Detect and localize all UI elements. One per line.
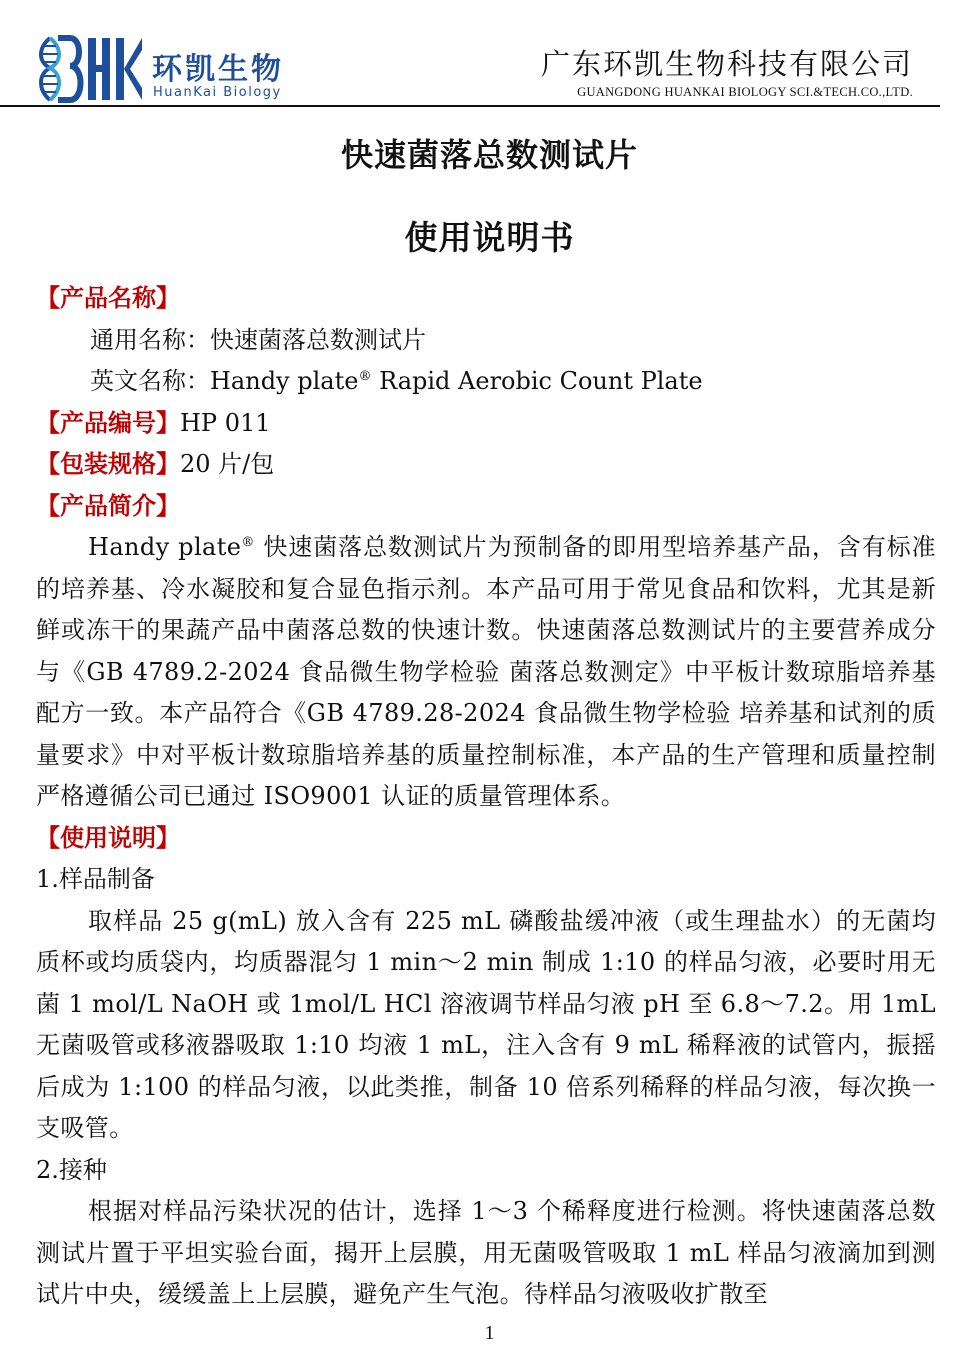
document-body — [36, 278, 936, 1316]
section-intro — [36, 486, 936, 528]
registered-mark: ® — [241, 535, 255, 550]
intro-text-a: Handy plate — [88, 533, 242, 561]
page-header — [0, 0, 979, 106]
intro-paragraph — [36, 527, 936, 818]
section-usage — [36, 818, 936, 860]
registered-mark: ® — [358, 369, 372, 384]
section-package — [36, 444, 936, 486]
generic-name-row — [36, 320, 936, 362]
generic-name-label: 通用名称： — [90, 325, 210, 354]
package-value: 20 片/包 — [180, 450, 275, 478]
company-english-name: GUANGDONG HUANKAI BIOLOGY SCI.&TECH.CO.,LTD. — [577, 85, 913, 99]
section-heading: 【产品名称】 — [36, 284, 180, 312]
section-heading: 【产品编号】 — [36, 408, 180, 437]
english-name-label: 英文名称： — [90, 367, 210, 395]
step1-title: 1.样品制备 — [36, 865, 155, 893]
section-heading: 【包装规格】 — [36, 450, 180, 478]
step2-title: 2.接种 — [36, 1155, 107, 1184]
document-subtitle: 使用说明书 — [404, 218, 575, 257]
english-name-row — [36, 361, 936, 403]
bhk-logo-icon — [36, 32, 146, 104]
generic-name-value: 快速菌落总数测试片 — [210, 325, 426, 354]
company-chinese-name: 广东环凯生物科技有限公司 — [540, 47, 913, 81]
logo-english-name: HuanKai Biology — [153, 85, 282, 100]
section-product-name — [36, 278, 936, 320]
page-number: 1 — [484, 1322, 495, 1344]
intro-text-b: 快速菌落总数测试片为预制备的即用型培养基产品，含有标准的培养基、冷水凝胶和复合显色指示剂。本产品可用于常见食品和饮料，尤其是新鲜或冻干的果蔬产品中菌落总数的快速计数。快速菌落总数测试片的主要营养成分与《GB 4789.2-2024 食品微生物学检验 菌落总数测定》中平板计数琼脂培养基配方一致。本产品符合《GB 4789.28-2024 食品微生物学检验 培养基和试剂的质量要求》中对平板计数琼脂培养基的质量控制标准，本产品的生产管理和质量控制严格遵循公司已通过 ISO9001 认证的质量管理体系。 — [36, 533, 936, 810]
logo-chinese-name: 环凯生物 — [152, 52, 284, 87]
step2-paragraph: 根据对样品污染状况的估计，选择 1～3 个稀释度进行检测。将快速菌落总数测试片置于平坦实验台面，揭开上层膜，用无菌吸管吸取 1 mL 样品匀液滴加到测试片中央，缓缓盖上上层膜，避免产生气泡。待样品匀液吸收扩散至 — [36, 1197, 936, 1308]
english-name-value-b: Rapid Aerobic Count Plate — [371, 367, 703, 395]
product-code-value: HP 011 — [180, 408, 271, 437]
section-heading: 【使用说明】 — [36, 823, 180, 852]
english-name-value-a: Handy plate — [210, 367, 359, 395]
section-heading: 【产品简介】 — [36, 491, 180, 520]
step1-paragraph: 取样品 25 g(mL) 放入含有 225 mL 磷酸盐缓冲液（或生理盐水）的无菌均质杯或均质袋内，均质器混匀 1 min～2 min 制成 1:10 的样品匀液，必要时用无菌 1 mol/L NaOH 或 1mol/L HCl 溶液调节样品匀液 pH 至 6.8～7.2。用 1mL 无菌吸管或移液器吸取 1:10 均液 1 mL，注入含有 9 mL 稀释液的试管内，振摇后成为 1:100 的样品匀液，以此类推，制备 10 倍系列稀释的样品匀液，每次换一支吸管。 — [36, 906, 936, 1142]
section-product-code — [36, 403, 936, 445]
header-divider — [0, 105, 940, 107]
document-title: 快速菌落总数测试片 — [340, 136, 638, 174]
